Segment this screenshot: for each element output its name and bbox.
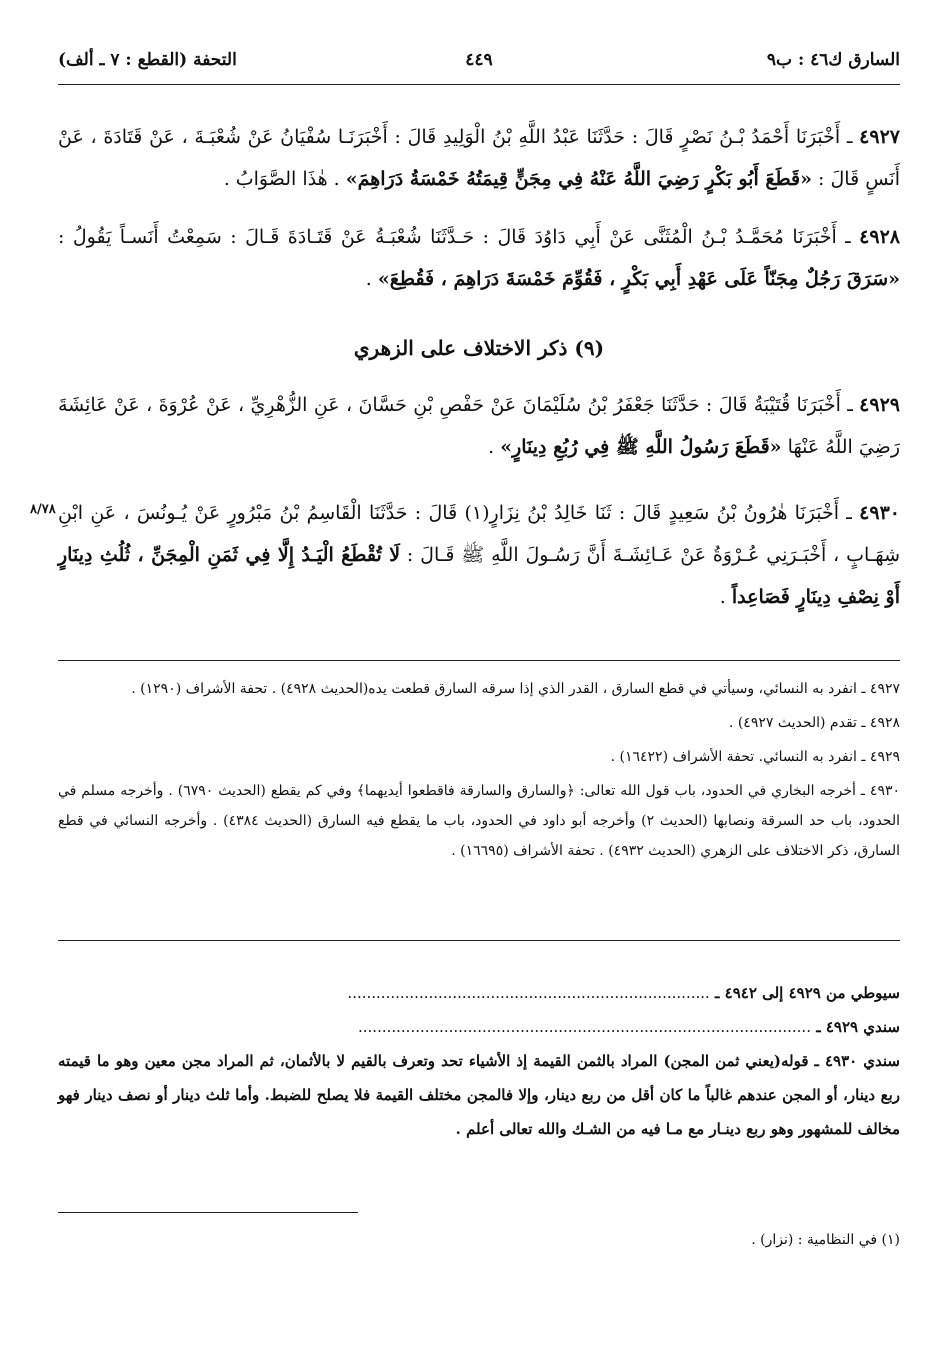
hadith-matn: «قَطَعَ رَسُولُ اللَّهِ ﷺ فِي رُبُعِ دِينَارٍ» bbox=[500, 436, 782, 458]
hadith-4927 bbox=[58, 116, 900, 200]
hadith-number: ٤٩٢٧ bbox=[859, 126, 900, 148]
footnote-rule bbox=[58, 1212, 358, 1213]
hadith-isnad: ـ أَخْبَرَنَا هٰرُونُ بْنُ سَعِيدٍ قَالَ : ثَنَا خَالِدُ بْنُ نِزَارٍ(١) قَالَ : حَدَّثَنَا الْقَاسِمُ بْنُ مَبْرُورٍ عَنْ يُـونُسَ ، عَنِ ابْنِ شِهَـابٍ ، أَخْبَـرَنِي عُـرْوَةُ عَنْ عَـائِشَـةَ أَنَّ رَسُـولَ اللَّهِ ﷺ قَـالَ : bbox=[58, 502, 900, 566]
notes-rule bbox=[58, 660, 900, 661]
chapter-title: (٩) ذكر الاختلاف على الزهري bbox=[353, 336, 605, 360]
header-rule bbox=[58, 84, 900, 85]
hadith-tail: . bbox=[719, 586, 732, 608]
hadith-number: ٤٩٢٨ bbox=[859, 226, 900, 248]
hadith-matn: لَا تُقْطَعُ الْيَـدُ إِلَّا فِي ثَمَنِ الْمِجَنِّ ، ثُلُثِ دِينَارٍ أَوْ نِصْفِ دِينَارٍ فَصَاعِداً bbox=[58, 544, 900, 608]
hadith-4928 bbox=[58, 216, 900, 300]
sindi-commentary: سندي ٤٩٣٠ ـ قوله(يعني ثمن المجن) المراد بالثمن القيمة إذ الأشياء تحد وتعرف بالقيم لا بالأثمان، ثم المراد مجن معين وهو ما قيمته ربع دينار، أو المجن عندهم غالباً ما كان أقل من ربع دينار، وإلا فالمجن مختلف القيمة فلا يصلح للضبط. وأما ثلث دينار أو نصف دينار فهو مخالف للمشهور وهو ربع دينـار مع مـا فيه من الشـك والله تعالى أعلم . bbox=[58, 1052, 900, 1138]
note-4929: ٤٩٢٩ ـ انفرد به النسائي. تحفة الأشراف (١٦٤٢٢) . bbox=[610, 749, 900, 765]
running-header bbox=[58, 50, 900, 80]
note-4927: ٤٩٢٧ ـ انفرد به النسائي، وسيأتي في قطع السارق ، القدر الذي إذا سرقه السارق قطعت يده(الحديث ٤٩٢٨) . تحفة الأشراف (١٢٩٠) . bbox=[131, 681, 900, 697]
takhrij-notes bbox=[58, 674, 900, 870]
hadith-isnad: ـ أَخْبَرَنَا مُحَمَّـدُ بْـنُ الْمُثَنَّى عَنْ أَبِي دَاوُدَ قَالَ : حَـدَّثَنَا شُعْبَـةُ عَنْ قَتَـادَةَ قَـالَ : سَمِعْتُ أَنَسـاً يَقُولُ : bbox=[58, 226, 860, 248]
side-volume-ref: ٨/٧٨ bbox=[30, 502, 56, 517]
header-tuhfa-ref: التحفة (القطع : ٧ ـ ألف) bbox=[58, 50, 237, 70]
sindi-line bbox=[58, 1010, 900, 1044]
sindi-label: سندي ٤٩٢٩ ـ bbox=[816, 1018, 900, 1036]
hadith-number: ٤٩٣٠ bbox=[859, 502, 900, 524]
hadith-tail: . هٰذَا الصَّوَابُ . bbox=[223, 168, 346, 190]
hadith-number: ٤٩٢٩ bbox=[859, 394, 900, 416]
hadith-matn: «سَرَقَ رَجُلٌ مِجَنّاً عَلَى عَهْدِ أَبِي بَكْرٍ ، فَقُوِّمَ خَمْسَةَ دَرَاهِمَ ، فَقُطِعَ» bbox=[377, 268, 900, 290]
hadith-4929 bbox=[58, 384, 900, 468]
dot-leader: ............................................................................ bbox=[347, 984, 710, 1002]
commentary-index bbox=[58, 976, 900, 1044]
hadith-isnad: ـ أَخْبَرَنَا أَحْمَدُ بْـنُ نَصْرٍ قَالَ : حَدَّثَنَا عَبْدُ اللَّهِ بْنُ الْوَلِيدِ قَالَ : أَخْبَرَنَـا سُفْيَانُ عَنْ شُعْبَـةَ ، عَنْ قَتَادَةَ ، عَنْ أَنَسٍ قَالَ : bbox=[58, 126, 900, 190]
commentary-rule bbox=[58, 940, 900, 941]
note-4930: ٤٩٣٠ ـ أخرجه البخاري في الحدود، باب قول الله تعالى: ﴿والسارق والسارقة فاقطعوا أيديهما﴾ وفي كم يقطع (الحديث ٦٧٩٠) . وأخرجه مسلم في الحدود، باب حد السرقة ونصابها (الحديث ٢) وأخرجه أبو داود في الحدود، باب ما يقطع فيه السارق (الحديث ٤٣٨٤) . وأخرجه النسائي في قطع السارق، ذكر الاختلاف على الزهري (الحديث ٤٩٣٢) . تحفة الأشراف (١٦٦٩٥) . bbox=[58, 783, 901, 859]
suyuti-line bbox=[58, 976, 900, 1010]
page-number: ٤٤٩ bbox=[465, 50, 493, 70]
hadith-isnad: ـ أَخْبَرَنَا قُتَيْبَةُ قَالَ : حَدَّثَنَا جَعْفَرُ بْنُ سُلَيْمَانَ عَنْ حَفْصِ بْنِ حَسَّانَ ، عَنِ الزُّهْرِيِّ ، عَنْ عُرْوَةَ ، عَنْ عَائِشَةَ رَضِيَ اللَّهُ عَنْهَا bbox=[58, 394, 900, 458]
note-4928: ٤٩٢٨ ـ تقدم (الحديث ٤٩٢٧) . bbox=[728, 715, 900, 731]
header-section-ref: السارق ك٤٦ : ب٩ bbox=[766, 50, 900, 70]
hadith-matn: «قَطَعَ أَبُو بَكْرٍ رَضِيَ اللَّهُ عَنْهُ فِي مِجَنٍّ قِيمَتُهُ خَمْسَةُ دَرَاهِمَ» bbox=[345, 168, 812, 190]
dot-leader: ............................................................................................... bbox=[358, 1018, 811, 1036]
page bbox=[30, 40, 901, 1330]
hadith-tail: . bbox=[365, 268, 378, 290]
hadith-4930 bbox=[58, 492, 900, 618]
footnote: (١) في النظامية : (نزار) . bbox=[751, 1232, 900, 1248]
hadith-tail: . bbox=[488, 436, 501, 458]
suyuti-label: سيوطي من ٤٩٢٩ إلى ٤٩٤٢ ـ bbox=[715, 984, 900, 1002]
